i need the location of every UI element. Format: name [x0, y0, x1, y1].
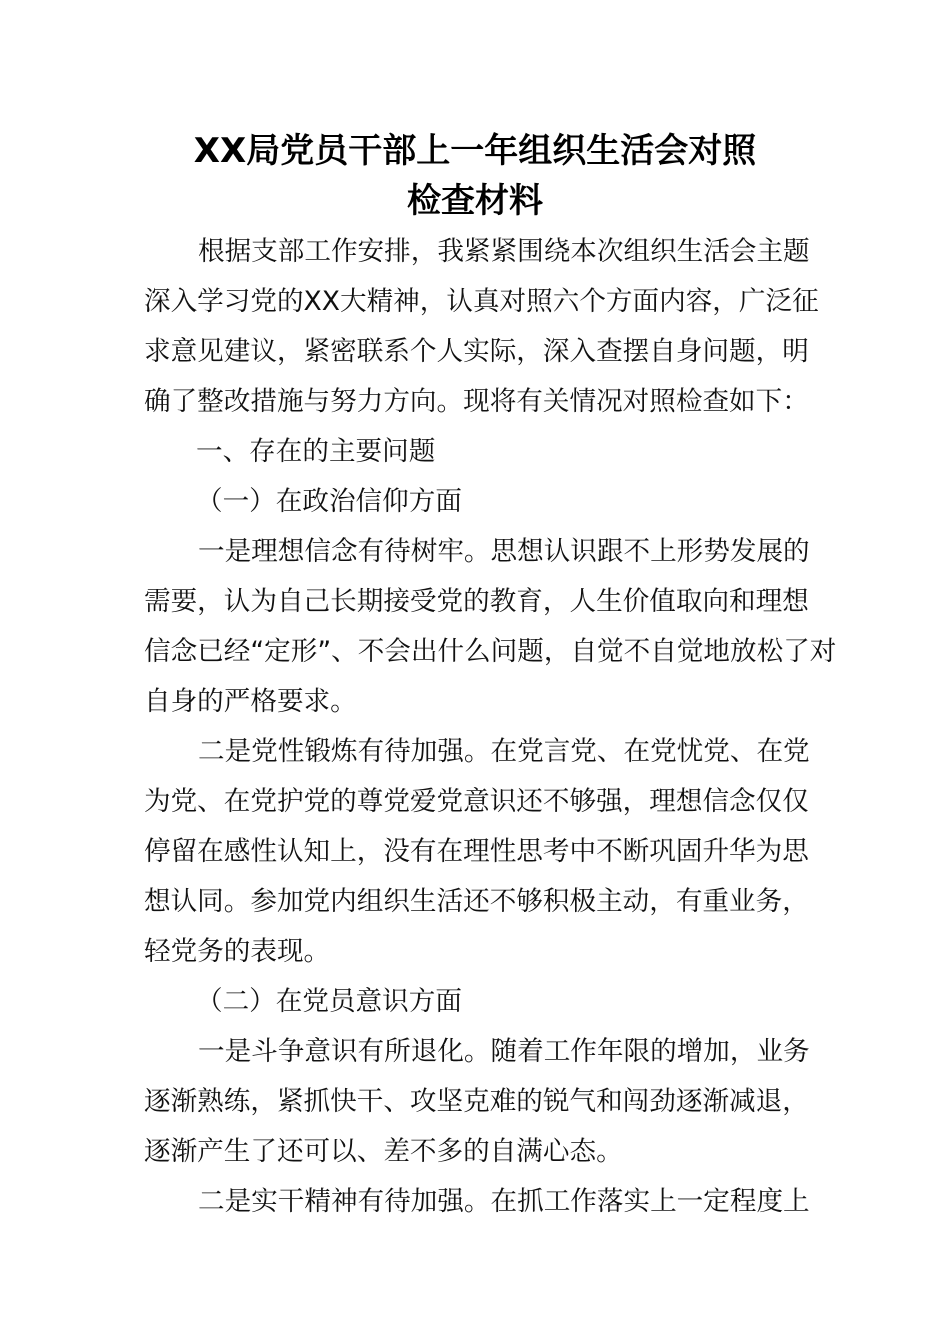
paragraph-line: 一是理想信念有待树牢。思想认识跟不上形势发展的 — [198, 536, 810, 567]
paragraph-line: 逐渐熟练，紧抓快干、攻坚克难的锐气和闯劲逐渐减退， — [144, 1086, 809, 1117]
paragraph-line: 确了整改措施与努力方向。现将有关情况对照检查如下： — [144, 386, 809, 417]
paragraph-line: 二是党性锻炼有待加强。在党言党、在党忧党、在党 — [198, 736, 810, 767]
document-title-line-1: XX局党员干部上一年组织生活会对照 — [193, 131, 757, 171]
paragraph-line: 想认同。参加党内组织生活还不够积极主动，有重业务， — [144, 886, 809, 917]
document-title-line-2: 检查材料 — [407, 181, 543, 221]
subsection-heading: （二）在党员意识方面 — [196, 986, 462, 1017]
paragraph-line: 二是实干精神有待加强。在抓工作落实上一定程度上 — [198, 1186, 810, 1217]
section-heading: 一、存在的主要问题 — [196, 436, 436, 467]
paragraph-line: 需要，认为自己长期接受党的教育，人生价值取向和理想 — [144, 586, 809, 617]
paragraph-line: 一是斗争意识有所退化。随着工作年限的增加，业务 — [198, 1036, 810, 1067]
paragraph-line: 根据支部工作安排，我紧紧围绕本次组织生活会主题 — [198, 236, 810, 267]
paragraph-line: 为党、在党护党的尊党爱党意识还不够强，理想信念仅仅 — [144, 786, 809, 817]
paragraph-line: 信念已经“定形”、不会出什么问题，自觉不自觉地放松了对 — [144, 636, 837, 667]
paragraph-line: 求意见建议，紧密联系个人实际，深入查摆自身问题，明 — [144, 336, 809, 367]
paragraph-line: 轻党务的表现。 — [144, 936, 331, 967]
paragraph-line: 逐渐产生了还可以、差不多的自满心态。 — [144, 1136, 623, 1167]
paragraph-line: 深入学习党的XX大精神，认真对照六个方面内容，广泛征 — [144, 286, 819, 317]
subsection-heading: （一）在政治信仰方面 — [196, 486, 462, 517]
paragraph-line: 停留在感性认知上，没有在理性思考中不断巩固升华为思 — [144, 836, 809, 867]
paragraph-line: 自身的严格要求。 — [144, 686, 357, 717]
